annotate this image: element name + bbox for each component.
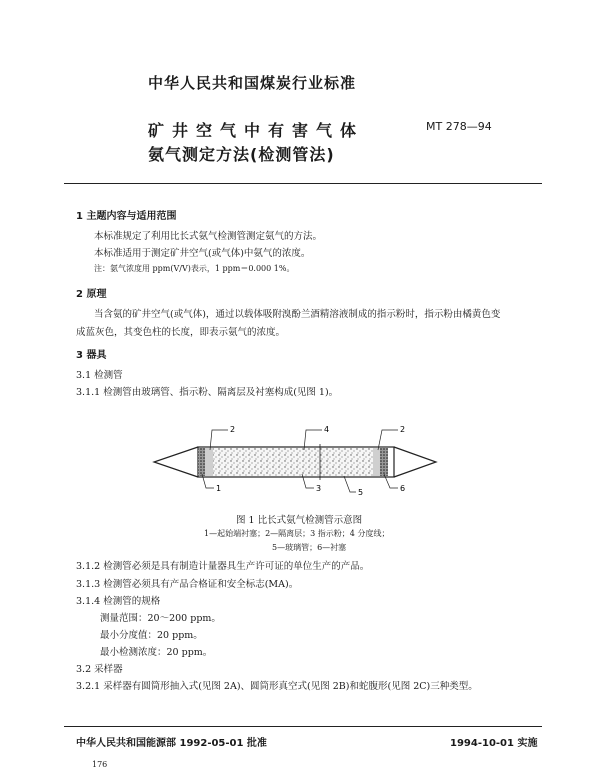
spec-min-concentration: 最小检测浓度：20 ppm。 <box>100 647 213 658</box>
footer-issuer: 中华人民共和国能源部 1992-05-01 批准 <box>76 738 267 749</box>
fig-label-5: 5 <box>358 488 364 497</box>
section-3-2-1: 3.2.1 采样器有圆筒形抽入式(见图 2A)、圆筒形真空式(见图 2B)和蛇腹形(见图 2C)三种类型。 <box>76 681 478 692</box>
figure-1-detector-tube <box>140 418 470 500</box>
section-2-para-line1: 当含氨的矿井空气(或气体)，通过以载体吸附溴酚兰酒精溶液制成的指示粉时，指示粉由橘黄色变 <box>94 309 501 320</box>
fig-label-3: 3 <box>316 484 322 493</box>
indicator-powder <box>213 448 373 476</box>
separator-left <box>205 448 213 476</box>
section-3-2: 3.2 采样器 <box>76 664 123 675</box>
fig-label-1: 1 <box>216 484 222 493</box>
figure-1-legend-line1: 1—起始端衬塞；2—隔离层；3 指示粉；4 分度线； <box>204 529 390 538</box>
fig-label-2-left: 2 <box>230 425 236 434</box>
page-title-line2: 氨气测定方法(检测管法) <box>148 145 335 164</box>
separator-right <box>373 448 380 476</box>
standard-code: MT 278—94 <box>426 120 492 133</box>
footer-divider <box>64 726 542 727</box>
section-3-heading: 3 器具 <box>76 350 107 361</box>
section-3-1-1: 3.1.1 检测管由玻璃管、指示粉、隔离层及衬塞构成(见图 1)。 <box>76 387 339 398</box>
spec-min-division: 最小分度值：20 ppm。 <box>100 630 203 641</box>
section-3-1-3: 3.1.3 检测管必须具有产品合格证和安全标志(MA)。 <box>76 579 299 590</box>
section-3-1-2: 3.1.2 检测管必须是具有制造计量器具生产许可证的单位生产的产品。 <box>76 561 370 572</box>
section-3-1-4: 3.1.4 检测管的规格 <box>76 596 161 607</box>
spec-range: 测量范围：20～200 ppm。 <box>100 613 221 624</box>
standard-category: 中华人民共和国煤炭行业标准 <box>148 74 357 92</box>
section-1-para2: 本标准适用于测定矿井空气(或气体)中氨气的浓度。 <box>94 248 311 259</box>
figure-1-legend-line2: 5—玻璃管；6—衬塞 <box>272 543 347 552</box>
page-number: 176 <box>92 760 108 769</box>
section-2-heading: 2 原理 <box>76 289 107 300</box>
footer-implement-date: 1994-10-01 实施 <box>450 738 538 749</box>
header-divider <box>64 183 542 184</box>
section-1-para1: 本标准规定了利用比长式氨气检测管测定氨气的方法。 <box>94 231 323 242</box>
start-plug <box>198 448 205 476</box>
section-2-para-line2: 成蓝灰色，其变色柱的长度，即表示氨气的浓度。 <box>76 327 286 338</box>
fig-label-4: 4 <box>324 425 330 434</box>
section-3-1: 3.1 检测管 <box>76 370 123 381</box>
page-title-line1: 矿井空气中有害气体 <box>148 121 365 140</box>
section-1-heading: 1 主题内容与适用范围 <box>76 211 177 222</box>
fig-label-2-right: 2 <box>400 425 406 434</box>
figure-1-caption: 图 1 比长式氨气检测管示意图 <box>236 515 363 526</box>
fig-label-6: 6 <box>400 484 406 493</box>
section-1-note: 注：氨气浓度用 ppm(V/V)表示，1 ppm＝0.000 1%。 <box>94 264 295 273</box>
end-plug <box>380 448 388 476</box>
